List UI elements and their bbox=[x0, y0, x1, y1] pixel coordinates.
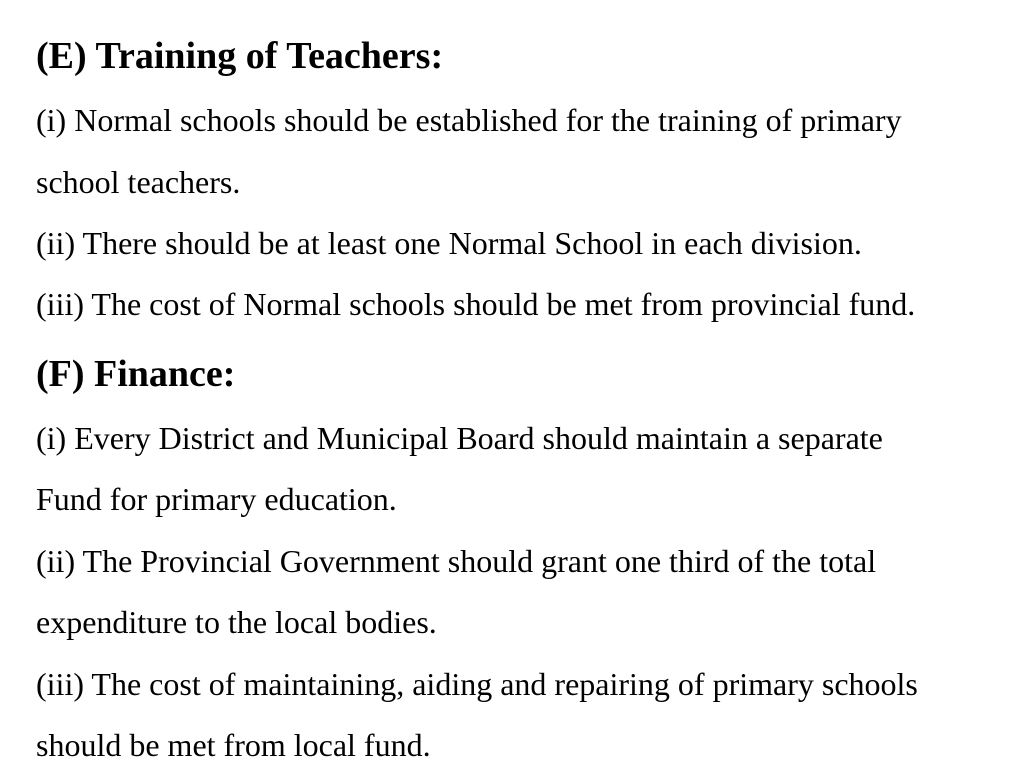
text-line: expenditure to the local bodies. bbox=[36, 604, 437, 640]
section-heading-training-of-teachers: (E) Training of Teachers: bbox=[36, 35, 444, 77]
text-line: (i) Every District and Municipal Board should maintain a separate bbox=[36, 420, 883, 456]
text-line: should be met from local fund. bbox=[36, 727, 431, 763]
section-heading-finance: (F) Finance: bbox=[36, 353, 236, 395]
document-page bbox=[36, 0, 996, 768]
text-line: (i) Normal schools should be established for the training of primary bbox=[36, 102, 902, 138]
text-line: (iii) The cost of Normal schools should be met from provincial fund. bbox=[36, 286, 916, 322]
text-line: (ii) There should be at least one Normal School in each division. bbox=[36, 225, 862, 261]
text-line: (ii) The Provincial Government should grant one third of the total bbox=[36, 543, 877, 579]
text-line: (iii) The cost of maintaining, aiding and repairing of primary schools bbox=[36, 666, 918, 702]
text-line: school teachers. bbox=[36, 164, 241, 200]
text-line: Fund for primary education. bbox=[36, 481, 397, 517]
